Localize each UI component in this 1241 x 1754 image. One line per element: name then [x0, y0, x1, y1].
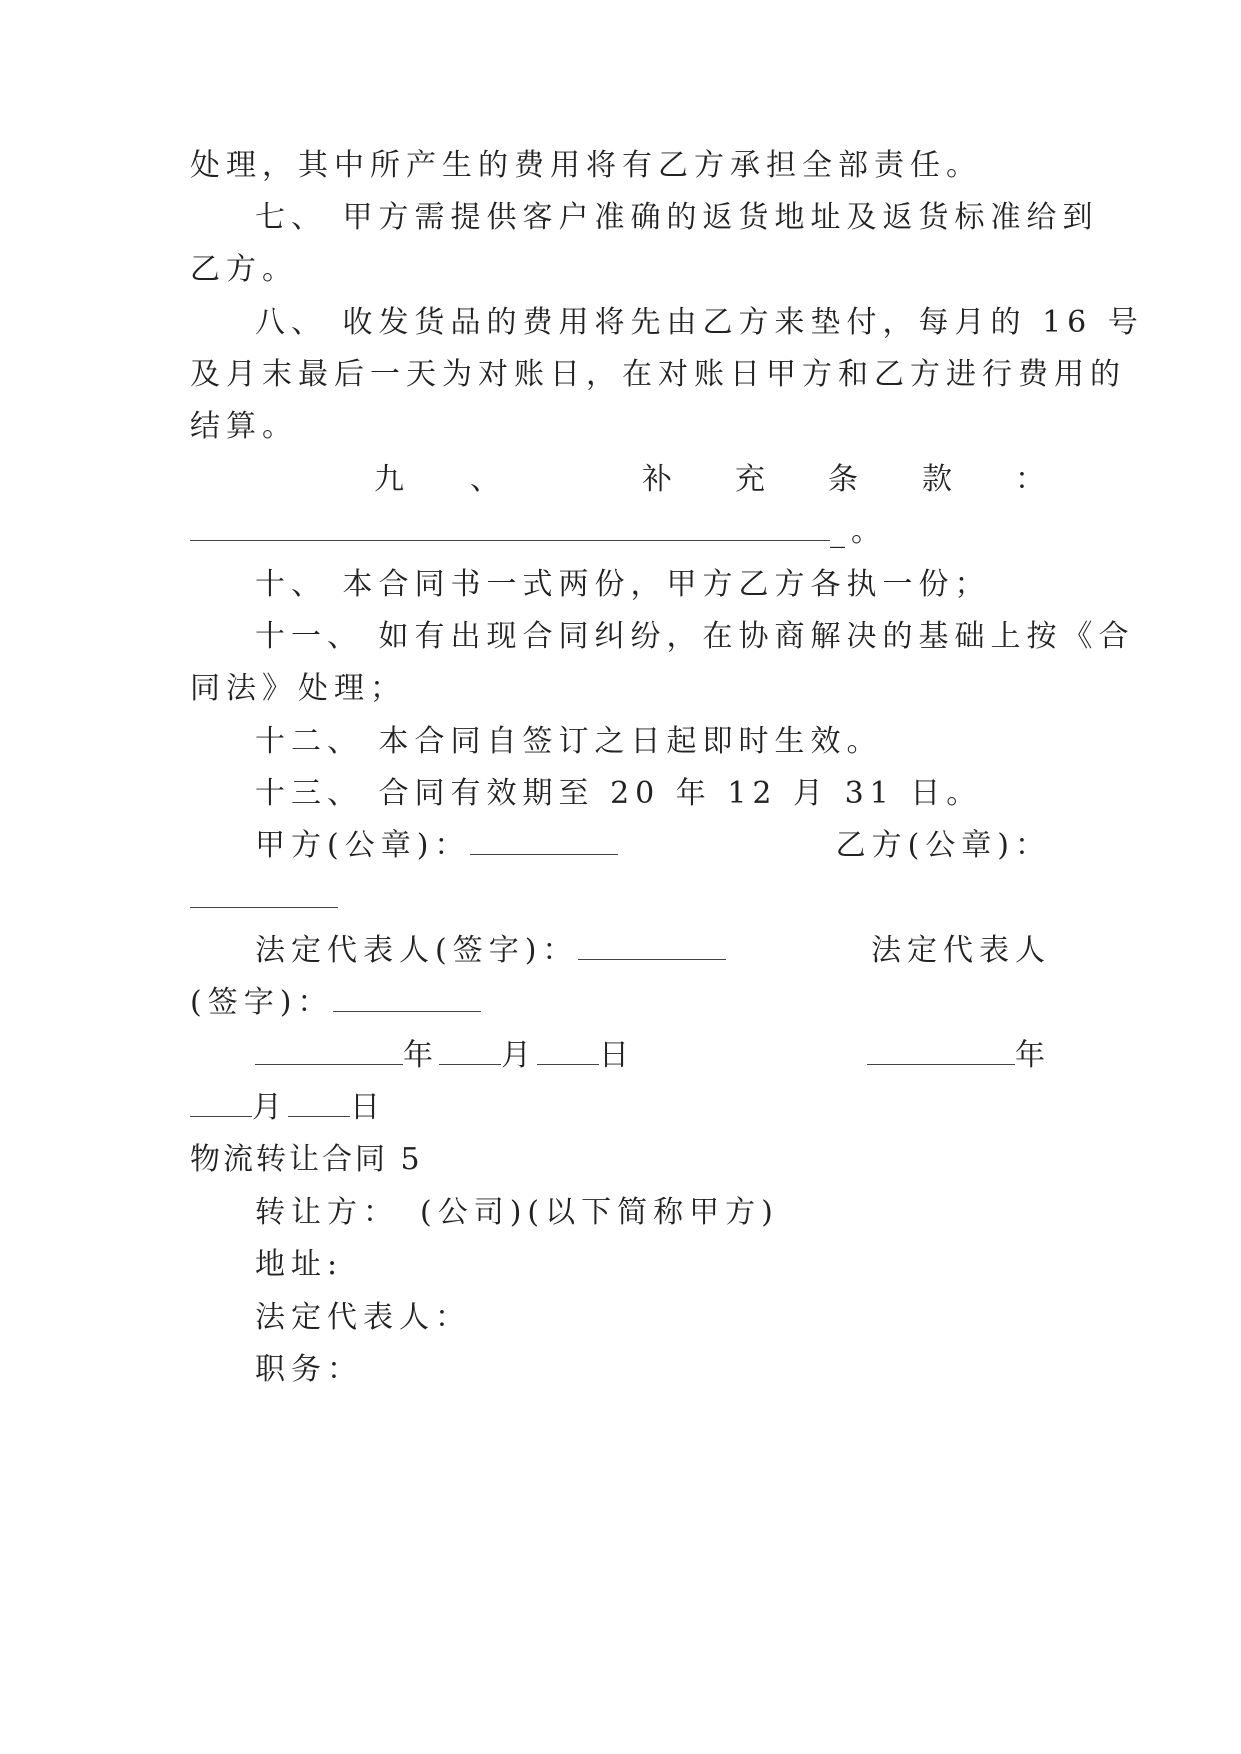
clause-9-char: 条 — [828, 462, 858, 497]
day-label: 日 — [599, 1038, 635, 1073]
clause-11-cont: 同法》处理； — [190, 671, 406, 706]
clause-8: 八、 收发货品的费用将先由乙方来垫付，每月的 16 号 — [255, 305, 1144, 340]
rep-a-label: 法定代表人(签字)： — [255, 933, 579, 968]
fill-blank — [190, 518, 830, 541]
clause-7-cont: 乙方。 — [190, 252, 298, 287]
fill-blank — [190, 1094, 252, 1117]
legal-rep-line: 法定代表人： — [255, 1300, 471, 1335]
contract-5-title: 物流转让合同 5 — [190, 1142, 423, 1177]
date-a — [255, 1036, 635, 1076]
clause-9-char: 充 — [735, 462, 765, 497]
fill-blank — [578, 937, 726, 960]
party-a-seal — [255, 826, 618, 866]
clause-12: 十二、 本合同自签订之日起即时生效。 — [255, 724, 883, 759]
clause-9-char: 补 — [642, 462, 672, 497]
month-label: 月 — [252, 1090, 288, 1125]
fill-blank — [439, 1042, 501, 1065]
party-b-seal: 乙方(公章)： — [835, 828, 1051, 863]
year-label: 年 — [1015, 1038, 1051, 1073]
fill-blank — [288, 1094, 350, 1117]
fill-blank — [255, 1042, 403, 1065]
clause-9-blank-line — [190, 512, 1050, 552]
fill-blank — [470, 832, 618, 855]
clause-9 — [190, 460, 1050, 500]
rep-a — [255, 931, 726, 971]
date-b-cont — [190, 1088, 1050, 1128]
address-line: 地址: — [255, 1247, 344, 1282]
month-label: 月 — [501, 1038, 537, 1073]
fill-blank — [537, 1042, 599, 1065]
fill-blank — [867, 1042, 1015, 1065]
year-label: 年 — [403, 1038, 439, 1073]
transferor-line: 转让方： (公司)(以下简称甲方) — [255, 1195, 779, 1230]
clause-8-cont2: 结算。 — [190, 409, 298, 444]
clause-10: 十、 本合同书一式两份，甲方乙方各执一份； — [255, 567, 991, 602]
clause-6-tail: 处理，其中所产生的费用将有乙方承担全部责任。 — [190, 148, 982, 183]
day-label: 日 — [350, 1090, 386, 1125]
fill-blank — [333, 989, 481, 1012]
clause-8-cont: 及月末最后一天为对账日，在对账日甲方和乙方进行费用的 — [190, 357, 1126, 392]
date-b — [867, 1036, 1051, 1076]
clause-9-end: _。 — [830, 514, 887, 549]
rep-b: 法定代表人 — [871, 933, 1051, 968]
clause-9-char: 九 — [374, 462, 404, 497]
party-a-seal-label: 甲方(公章)： — [255, 828, 471, 863]
fill-blank — [190, 885, 338, 908]
clause-9-char: 、 — [470, 462, 500, 497]
rep-b-cont — [190, 983, 1050, 1023]
clause-9-char: 款 — [922, 462, 952, 497]
clause-7: 七、 甲方需提供客户准确的返货地址及返货标准给到 — [255, 200, 1099, 235]
position-line: 职务： — [255, 1352, 363, 1387]
clause-11: 十一、 如有出现合同纠纷，在协商解决的基础上按《合 — [255, 619, 1135, 654]
party-b-seal-blank-line — [190, 879, 1050, 919]
rep-b-label: (签字)： — [190, 985, 334, 1020]
clause-13: 十三、 合同有效期至 20 年 12 月 31 日。 — [255, 776, 983, 811]
clause-9-char: ： — [1015, 462, 1045, 497]
